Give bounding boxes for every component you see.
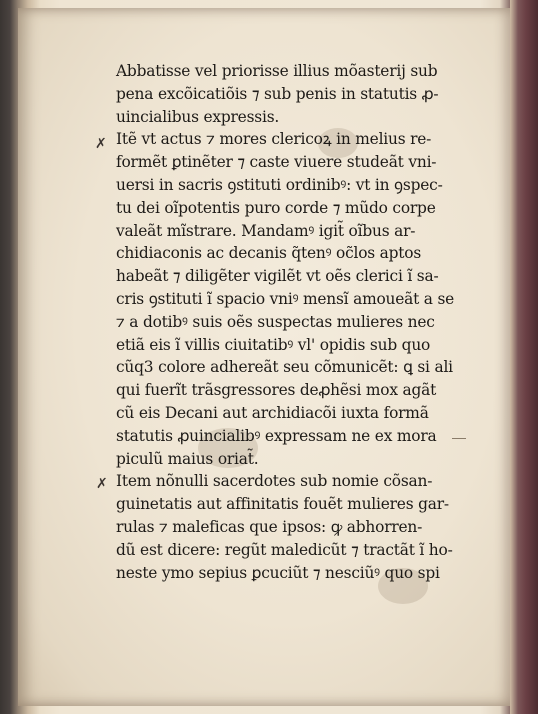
text-line: chidiaconis ac decanis q̃tenꝰ oc̃los aptos [116, 244, 422, 263]
text-line: guinetatis aut affinitatis fouẽt mulieres gar- [116, 495, 449, 514]
text-line: etiã eis ĩ villis ciuitatibꝰ vl' opidis sub quo [116, 335, 431, 354]
text-line: pena excõicatiõis ⁊ sub penis in statutis ꝓ- [116, 84, 439, 103]
text-line: Itẽ vt actus ⁊ mores clericoꝝ in melius re- [116, 130, 432, 149]
text-line: cris ꝯstituti ĩ spacio vniꝰ mensĩ amoueãt a se [116, 289, 455, 308]
text-line: valeãt mĩstrare. Mandamꝰ igit̃ oĩbus ar- [116, 221, 416, 240]
text-line: uersi in sacris ꝯstituti ordinibꝰ: vt in ꝯspec- [116, 175, 443, 194]
text-line: dũ est dicere: regũt maledicũt ⁊ tractãt ĩ ho- [116, 540, 453, 559]
text-line: ⁊ a dotibꝰ suis oẽs suspectas mulieres nec [116, 312, 435, 331]
text-line: qui fuerĩt trãsgressores deꝓhẽsi mox agãt [116, 381, 437, 400]
text-line: Item nõnulli sacerdotes sub nomie cõsan- [116, 472, 433, 491]
text-line: tu dei oĩpotentis puro corde ⁊ mũdo corpe [116, 198, 436, 217]
text-line: rulas ⁊ maleficas que ipsos: ꝙ abhorren- [116, 517, 423, 536]
adjacent-page-edge [510, 0, 538, 714]
text-line: piculũ maius oriat̃. [116, 449, 259, 468]
margin-cross-mark: ✗ [96, 476, 108, 492]
text-line: cũ eis Decani aut archidiacõi iuxta formã [116, 403, 429, 422]
text-line: statutis ꝓuincialibꝰ expressam ne ex mora [116, 426, 437, 445]
text-line: habeãt ⁊ diligẽter vigilẽt vt oẽs clerici ĩ sa- [116, 267, 439, 286]
text-line: uincialibus expressis. [116, 107, 280, 126]
text-line: cũq3 colore adhereãt seu cõmunicẽt: ꝗ si ali [116, 358, 453, 377]
text-line: formẽt ꝑtinẽter ⁊ caste viuere studeãt vni- [116, 153, 437, 172]
text-line: Abbatisse vel priorisse illius mõasterij sub [116, 62, 438, 80]
text-line: neste ymo sepius ꝑcuciũt ⁊ nesciũꝰ quo spi [116, 563, 440, 582]
body-text [116, 60, 461, 584]
margin-cross-mark: ✗ [95, 136, 107, 152]
